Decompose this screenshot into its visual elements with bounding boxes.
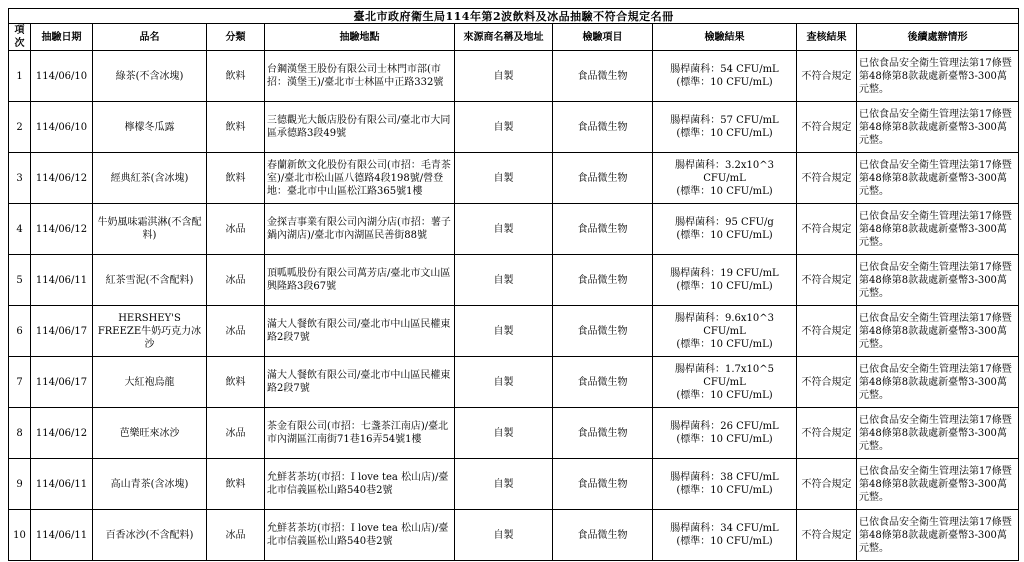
- cell-followup: 已依食品安全衛生管理法第17條暨第48條第8款裁處新臺幣3-300萬元整。: [857, 408, 1019, 459]
- result-value: 腸桿菌科：9.6x10^3 CFU/mL: [674, 312, 774, 337]
- result-standard: (標準：10 CFU/mL): [676, 338, 773, 350]
- result-standard: (標準：10 CFU/mL): [676, 485, 773, 496]
- cell-category: 冰品: [207, 255, 265, 306]
- header-location: 抽驗地點: [265, 24, 455, 51]
- cell-date: 114/06/17: [31, 357, 93, 408]
- result-value: 腸桿菌科：34 CFU/mL: [670, 523, 779, 534]
- cell-source: 自製: [455, 510, 553, 561]
- result-value: 腸桿菌科：57 CFU/mL: [670, 115, 779, 126]
- result-standard: (標準：10 CFU/mL): [676, 389, 773, 401]
- cell-date: 114/06/11: [31, 459, 93, 510]
- result-value: 腸桿菌科：26 CFU/mL: [670, 421, 779, 432]
- cell-location: 金探吉事業有限公司內湖分店(市招：薯子鍋內湖店)/臺北市內湖區民善街88號: [265, 204, 455, 255]
- cell-judgement: 不符合規定: [797, 357, 857, 408]
- cell-location: 滿大人餐飲有限公司/臺北市中山區民權東路2段7號: [265, 357, 455, 408]
- header-result: 檢驗結果: [653, 24, 797, 51]
- cell-source: 自製: [455, 459, 553, 510]
- cell-followup: 已依食品安全衛生管理法第17條暨第48條第8款裁處新臺幣3-300萬元整。: [857, 153, 1019, 204]
- cell-item: 食品微生物: [553, 102, 653, 153]
- cell-judgement: 不符合規定: [797, 51, 857, 102]
- document-sheet: [8, 8, 1018, 561]
- cell-item: 食品微生物: [553, 459, 653, 510]
- cell-result: [653, 51, 797, 102]
- cell-no: 4: [9, 204, 31, 255]
- cell-judgement: 不符合規定: [797, 153, 857, 204]
- cell-name: 高山青茶(含冰塊): [93, 459, 207, 510]
- cell-source: 自製: [455, 51, 553, 102]
- cell-name: HERSHEY'S FREEZE牛奶巧克力冰沙: [93, 306, 207, 357]
- cell-date: 114/06/12: [31, 153, 93, 204]
- cell-source: 自製: [455, 306, 553, 357]
- cell-result: [653, 510, 797, 561]
- cell-category: 冰品: [207, 204, 265, 255]
- cell-item: 食品微生物: [553, 408, 653, 459]
- cell-date: 114/06/12: [31, 204, 93, 255]
- header-followup: 後續處辦情形: [857, 24, 1019, 51]
- header-row: [9, 24, 1019, 51]
- cell-location: 滿大人餐飲有限公司/臺北市中山區民權東路2段7號: [265, 306, 455, 357]
- table-row: [9, 459, 1019, 510]
- header-item: 檢驗項目: [553, 24, 653, 51]
- result-value: 腸桿菌科：38 CFU/mL: [670, 472, 779, 483]
- cell-name: 大紅袍烏龍: [93, 357, 207, 408]
- cell-result: [653, 357, 797, 408]
- result-standard: (標準：10 CFU/mL): [676, 434, 773, 445]
- cell-location: 三德觀光大飯店股份有限公司/臺北市大同區承德路3段49號: [265, 102, 455, 153]
- cell-item: 食品微生物: [553, 510, 653, 561]
- header-judgement: 查核結果: [797, 24, 857, 51]
- document-title: 臺北市政府衛生局114年第2波飲料及冰品抽驗不符合規定名冊: [9, 9, 1019, 24]
- table-row: [9, 255, 1019, 306]
- cell-date: 114/06/11: [31, 255, 93, 306]
- cell-result: [653, 255, 797, 306]
- result-value: 腸桿菌科：3.2x10^3 CFU/mL: [674, 159, 774, 184]
- cell-item: 食品微生物: [553, 357, 653, 408]
- cell-followup: 已依食品安全衛生管理法第17條暨第48條第8款裁處新臺幣3-300萬元整。: [857, 102, 1019, 153]
- cell-item: 食品微生物: [553, 51, 653, 102]
- cell-result: [653, 102, 797, 153]
- cell-no: 9: [9, 459, 31, 510]
- cell-followup: 已依食品安全衛生管理法第17條暨第48條第8款裁處新臺幣3-300萬元整。: [857, 51, 1019, 102]
- table-row: [9, 102, 1019, 153]
- cell-date: 114/06/10: [31, 51, 93, 102]
- cell-name: 紅茶雪泥(不含配料): [93, 255, 207, 306]
- cell-location: 允鮮茗茶坊(市招：I love tea 松山店)/臺北市信義區松山路540巷2號: [265, 510, 455, 561]
- cell-item: 食品微生物: [553, 306, 653, 357]
- cell-judgement: 不符合規定: [797, 204, 857, 255]
- cell-source: 自製: [455, 357, 553, 408]
- cell-category: 飲料: [207, 102, 265, 153]
- header-date: 抽驗日期: [31, 24, 93, 51]
- cell-no: 3: [9, 153, 31, 204]
- cell-location: 台鋼漢堡王股份有限公司士林門市部(市招：漢堡王)/臺北市士林區中正路332號: [265, 51, 455, 102]
- cell-location: 允鮮茗茶坊(市招：I love tea 松山店)/臺北市信義區松山路540巷2號: [265, 459, 455, 510]
- cell-followup: 已依食品安全衛生管理法第17條暨第48條第8款裁處新臺幣3-300萬元整。: [857, 357, 1019, 408]
- cell-no: 8: [9, 408, 31, 459]
- cell-category: 冰品: [207, 306, 265, 357]
- cell-name: 綠茶(不含冰塊): [93, 51, 207, 102]
- cell-date: 114/06/11: [31, 510, 93, 561]
- result-standard: (標準：10 CFU/mL): [676, 230, 773, 241]
- cell-judgement: 不符合規定: [797, 510, 857, 561]
- result-value: 腸桿菌科：19 CFU/mL: [670, 268, 779, 279]
- result-standard: (標準：10 CFU/mL): [676, 77, 773, 88]
- table-row: [9, 510, 1019, 561]
- cell-followup: 已依食品安全衛生管理法第17條暨第48條第8款裁處新臺幣3-300萬元整。: [857, 306, 1019, 357]
- cell-item: 食品微生物: [553, 204, 653, 255]
- cell-item: 食品微生物: [553, 153, 653, 204]
- cell-item: 食品微生物: [553, 255, 653, 306]
- cell-judgement: 不符合規定: [797, 408, 857, 459]
- cell-followup: 已依食品安全衛生管理法第17條暨第48條第8款裁處新臺幣3-300萬元整。: [857, 459, 1019, 510]
- cell-name: 百香冰沙(不含配料): [93, 510, 207, 561]
- result-standard: (標準：10 CFU/mL): [676, 536, 773, 547]
- cell-location: 頂呱呱股份有限公司萬芳店/臺北市文山區興隆路3段67號: [265, 255, 455, 306]
- cell-name: 經典紅茶(含冰塊): [93, 153, 207, 204]
- cell-result: [653, 204, 797, 255]
- cell-source: 自製: [455, 102, 553, 153]
- cell-result: [653, 306, 797, 357]
- cell-followup: 已依食品安全衛生管理法第17條暨第48條第8款裁處新臺幣3-300萬元整。: [857, 510, 1019, 561]
- cell-result: [653, 408, 797, 459]
- header-source: 來源商名稱及地址: [455, 24, 553, 51]
- table-row: [9, 306, 1019, 357]
- table-row: [9, 357, 1019, 408]
- cell-category: 冰品: [207, 510, 265, 561]
- cell-category: 飲料: [207, 357, 265, 408]
- cell-date: 114/06/17: [31, 306, 93, 357]
- cell-no: 10: [9, 510, 31, 561]
- cell-category: 冰品: [207, 408, 265, 459]
- cell-name: 芭樂旺來冰沙: [93, 408, 207, 459]
- cell-no: 1: [9, 51, 31, 102]
- cell-judgement: 不符合規定: [797, 459, 857, 510]
- result-value: 腸桿菌科：54 CFU/mL: [670, 64, 779, 75]
- cell-source: 自製: [455, 408, 553, 459]
- cell-followup: 已依食品安全衛生管理法第17條暨第48條第8款裁處新臺幣3-300萬元整。: [857, 255, 1019, 306]
- cell-no: 6: [9, 306, 31, 357]
- result-value: 腸桿菌科：95 CFU/g: [675, 217, 774, 228]
- cell-category: 飲料: [207, 153, 265, 204]
- cell-followup: 已依食品安全衛生管理法第17條暨第48條第8款裁處新臺幣3-300萬元整。: [857, 204, 1019, 255]
- header-name: 品名: [93, 24, 207, 51]
- table-row: [9, 204, 1019, 255]
- header-no: 項次: [9, 24, 31, 51]
- cell-judgement: 不符合規定: [797, 255, 857, 306]
- cell-judgement: 不符合規定: [797, 102, 857, 153]
- header-category: 分類: [207, 24, 265, 51]
- cell-source: 自製: [455, 153, 553, 204]
- result-standard: (標準：10 CFU/mL): [676, 128, 773, 139]
- cell-name: 牛奶風味霜淇淋(不含配料): [93, 204, 207, 255]
- cell-location: 春蘭新飲文化股份有限公司(市招：毛青茶室)/臺北市松山區八德路4段198號/營登地：臺北市中山區松江路365號1樓: [265, 153, 455, 204]
- table-row: [9, 408, 1019, 459]
- cell-category: 飲料: [207, 51, 265, 102]
- cell-judgement: 不符合規定: [797, 306, 857, 357]
- cell-name: 檸檬冬瓜露: [93, 102, 207, 153]
- result-standard: (標準：10 CFU/mL): [676, 185, 773, 197]
- cell-date: 114/06/12: [31, 408, 93, 459]
- result-standard: (標準：10 CFU/mL): [676, 281, 773, 292]
- cell-date: 114/06/10: [31, 102, 93, 153]
- table-row: [9, 153, 1019, 204]
- table-row: [9, 51, 1019, 102]
- cell-source: 自製: [455, 204, 553, 255]
- cell-location: 茶金有限公司(市招：七盞茶江南店)/臺北市內湖區江南街71巷16弄54號1樓: [265, 408, 455, 459]
- inspection-table: [8, 8, 1019, 561]
- result-value: 腸桿菌科：1.7x10^5 CFU/mL: [674, 363, 774, 388]
- cell-no: 2: [9, 102, 31, 153]
- cell-category: 飲料: [207, 459, 265, 510]
- cell-no: 5: [9, 255, 31, 306]
- cell-source: 自製: [455, 255, 553, 306]
- cell-result: [653, 459, 797, 510]
- cell-no: 7: [9, 357, 31, 408]
- cell-result: [653, 153, 797, 204]
